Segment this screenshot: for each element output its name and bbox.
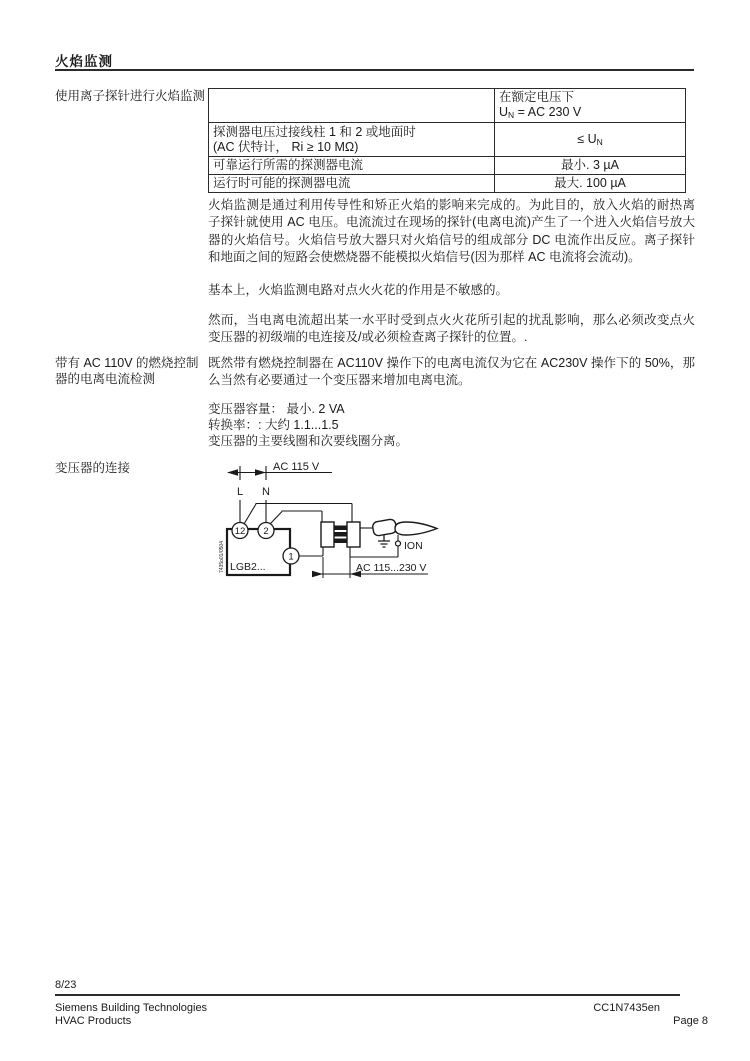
wire-12-to-secondary bbox=[244, 504, 352, 525]
footer-company: Siemens Building Technologies bbox=[55, 1002, 208, 1014]
footer-division: HVAC Products bbox=[55, 1015, 132, 1027]
transformer-connection-diagram bbox=[210, 460, 480, 600]
section-label-transformer: 变压器的连接 bbox=[55, 461, 131, 475]
arrow-right-icon bbox=[312, 571, 323, 578]
ground-icon bbox=[378, 535, 390, 548]
table-cell-detector-voltage: 探测器电压过接线柱 1 和 2 或地面时 (AC 伏特计， Ri ≥ 10 MΩ) bbox=[209, 123, 495, 157]
section-label-ionization: 使用离子探针进行火焰监测 bbox=[55, 89, 206, 103]
page-title: 火焰监测 bbox=[55, 54, 113, 69]
terminal-2-label: 2 bbox=[263, 526, 269, 537]
table-row bbox=[209, 123, 686, 157]
probe-electrode bbox=[395, 522, 437, 535]
top-voltage-label: AC 115 V bbox=[273, 461, 320, 473]
footer-rule bbox=[55, 994, 680, 996]
footer-page-fraction: 8/23 bbox=[55, 979, 77, 991]
transformer-core bbox=[334, 526, 347, 544]
transformer-primary-winding bbox=[321, 522, 334, 547]
table-cell-un-limit: ≤ $U_N$ bbox=[495, 123, 686, 157]
table-cell-max-current: 最大. 100 µA bbox=[495, 175, 686, 193]
spec-capacity: 变压器容量： 最小. 2 VA bbox=[208, 402, 345, 416]
ion-junction-dot bbox=[396, 541, 401, 546]
terminal-12-label: 12 bbox=[234, 526, 246, 537]
table-cell-min-current: 最小. 3 µA bbox=[495, 157, 686, 175]
table-cell-required-current: 可靠运行所需的探测器电流 bbox=[209, 157, 495, 175]
arrow-left-icon bbox=[227, 469, 238, 476]
detector-spec-table bbox=[208, 88, 686, 193]
table-cell-rated-voltage: 在额定电压下 $U_N$ = AC 230 V bbox=[495, 89, 686, 123]
table-row bbox=[209, 175, 686, 193]
paragraph-interference: 然而，当电离电流超出某一水平时受到点火火花所引起的扰乱影响，那么必须改变点火变压器的初级端的电连接及/或必须检查离子探针的位置。. bbox=[208, 313, 695, 345]
wire-primary-to-terminal1 bbox=[299, 547, 323, 556]
paragraph-spark-insensitive: 基本上，火焰监测电路对点火火花的作用是不敏感的。 bbox=[208, 283, 509, 297]
footer-page-number: Page 8 bbox=[673, 1015, 708, 1027]
ion-label: ION bbox=[404, 540, 423, 552]
transformer-secondary-winding bbox=[347, 522, 360, 547]
device-label: LGB2... bbox=[230, 561, 266, 573]
table-cell-empty bbox=[209, 89, 495, 123]
spec-ratio: 转换率：: 大约 1.1...1.5 bbox=[208, 418, 339, 432]
arrow-right-icon bbox=[255, 469, 266, 476]
probe-insulator bbox=[372, 519, 397, 537]
paragraph-flame-supervision: 火焰监测是通过利用传导性和矫正火焰的影响来完成的。为此目的，放入火焰的耐热离子探针就使用 AC 电压。电流流过在现场的探针(电离电流)产生了一个进入火焰信号放大器的火焰信号。火焰信号放大器只对火焰信号的组成部分 DC 电流作出反应。离子探针和地面之间的短路会使燃烧器不能模拟火焰信号(因为那样 AC 电流将会流动)。 bbox=[208, 198, 695, 264]
paragraph-ac110: 既然带有燃烧控制器在 AC110V 操作下的电离电流仅为它在 AC230V 操作下的 50%，那么当然有必要通过一个变压器来增加电离电流。 bbox=[208, 356, 695, 388]
spec-windings: 变压器的主要线圈和次要线圈分离。 bbox=[208, 434, 409, 448]
header-rule bbox=[55, 69, 694, 71]
line-n-label: N bbox=[262, 486, 270, 498]
wire-2-to-primary bbox=[270, 511, 322, 524]
table-row bbox=[209, 157, 686, 175]
section-label-ac110: 带有 AC 110V 的燃烧控制器的电离电流检测 bbox=[55, 356, 199, 386]
footer-doc-id: CC1N7435en bbox=[593, 1002, 660, 1014]
table-cell-possible-current: 运行时可能的探测器电流 bbox=[209, 175, 495, 193]
output-voltage-label: AC 115...230 V bbox=[356, 562, 427, 574]
terminal-1-label: 1 bbox=[288, 551, 294, 563]
table-row bbox=[209, 89, 686, 123]
transformer-specs bbox=[208, 401, 695, 449]
diagram-ref-code: 7435o01/0504 bbox=[219, 541, 225, 573]
line-l-label: L bbox=[236, 486, 244, 498]
